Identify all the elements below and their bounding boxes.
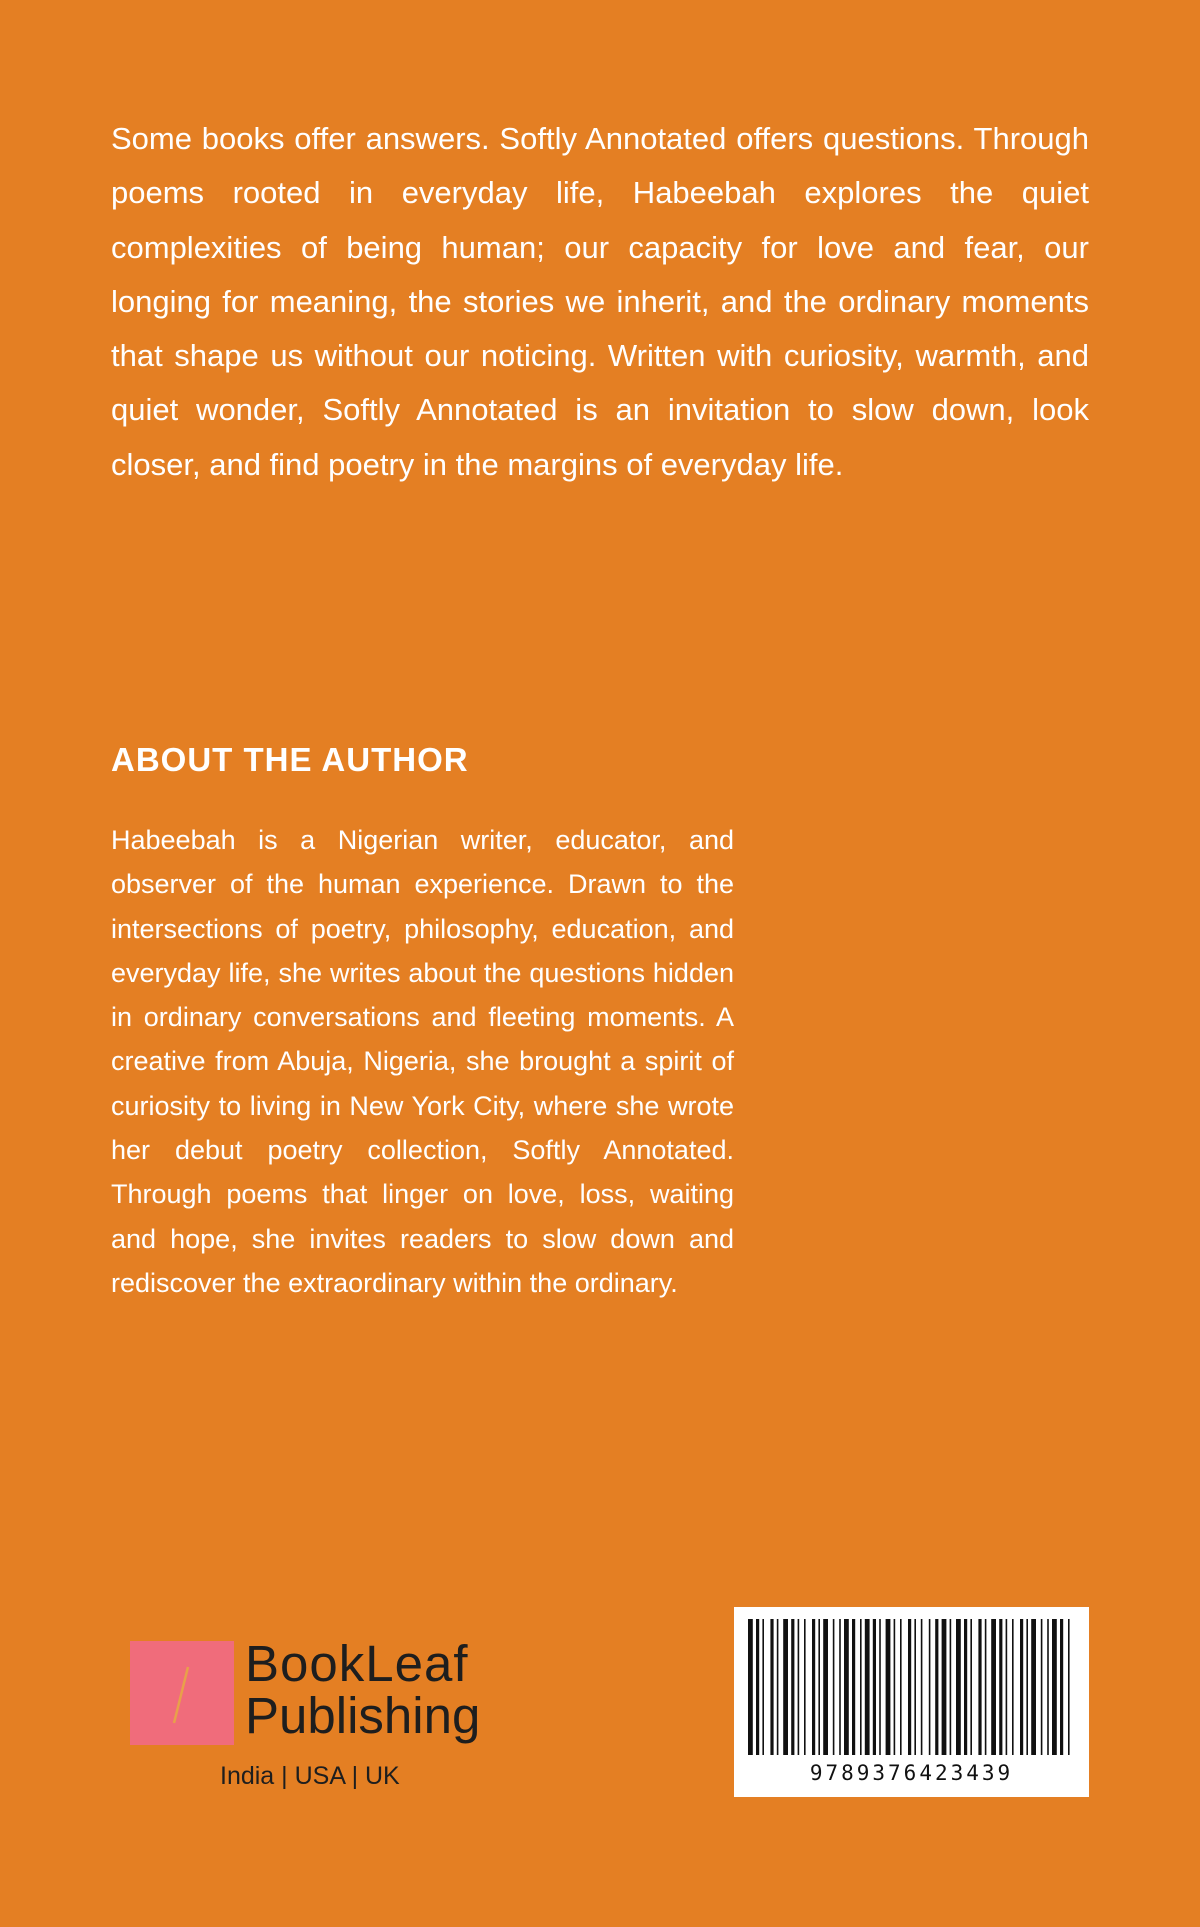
barcode-bar [921,1619,923,1755]
barcode-bar [978,1619,981,1755]
barcode-bar [1068,1619,1070,1755]
barcode-bar [783,1619,788,1755]
barcode-bar [1041,1619,1043,1755]
barcode-bar [770,1619,773,1755]
barcode-bar [929,1619,931,1755]
barcode-bar [777,1619,779,1755]
barcode-bar [1052,1619,1057,1755]
barcode-bar [956,1619,961,1755]
barcode-bar [798,1619,800,1755]
barcode-bar [823,1619,828,1755]
barcode-bar [964,1619,967,1755]
about-author-text: Habeebah is a Nigerian writer, educator, and observer of the human experience. Drawn to the intersections of poetry, philosophy, education, and everyday life, she writes about the questions hidden in ordinary conversations and fleeting moments. A creative from Abuja, Nigeria, she brought a spirit of curiosity to living in New York City, where she wrote her debut poetry collection, Softly Annotated. Through poems that linger on love, loss, waiting and hope, she invites readers to slow down and rediscover the extraordinary within the ordinary. [111,825,734,1298]
barcode-bar [833,1619,835,1755]
barcode-bar [762,1619,764,1755]
barcode-bar [1031,1619,1036,1755]
barcode-bar [818,1619,820,1755]
barcode-bar [985,1619,987,1755]
barcode-bar [894,1619,896,1755]
barcode-bar [879,1619,881,1755]
barcode-bar [999,1619,1002,1755]
barcode-bar [900,1619,902,1755]
about-author-heading: ABOUT THE AUTHOR [111,741,469,778]
barcode-bars [748,1619,1075,1755]
barcode-bar [873,1619,876,1755]
bookleaf-logo-icon [130,1641,234,1745]
barcode-bar [886,1619,891,1755]
barcode-bar [1006,1619,1008,1755]
barcode-bar [1020,1619,1023,1755]
publisher-name-line1: BookLeaf [245,1635,469,1692]
barcode-bar [970,1619,972,1755]
barcode-bar [839,1619,841,1755]
barcode-bar [914,1619,916,1755]
isbn-barcode [734,1607,1089,1797]
publisher-name-line2: Publishing [245,1687,481,1744]
barcode-bar [865,1619,870,1755]
back-cover-blurb: Some books offer answers. Softly Annotated offers questions. Through poems rooted in everyday life, Habeebah explores the quiet complexities of being human; our capacity for love and fear, our longing for meaning, the stories we inherit, and the ordinary moments that shape us without our noticing. Written with curiosity, warmth, and quiet wonder, Softly Annotated is an invitation to slow down, look closer, and find poetry in the margins of everyday life. [111,121,1089,482]
barcode-bar [756,1619,759,1755]
barcode-bar [844,1619,849,1755]
barcode-bar [860,1619,862,1755]
barcode-bar [950,1619,952,1755]
barcode-bar [812,1619,815,1755]
publisher-regions: India | USA | UK [220,1762,400,1790]
publisher-logo [130,1635,510,1790]
barcode-bar [1026,1619,1028,1755]
barcode-bar [791,1619,794,1755]
barcode-bar [935,1619,938,1755]
barcode-bar [1012,1619,1014,1755]
isbn-number: 9789376423439 [809,1761,1014,1785]
barcode-bar [942,1619,947,1755]
barcode-bar [1047,1619,1049,1755]
barcode-bar [991,1619,996,1755]
barcode-bar [852,1619,855,1755]
barcode-bar [804,1619,806,1755]
barcode-bar [908,1619,911,1755]
barcode-bar [1060,1619,1063,1755]
barcode-bar [748,1619,753,1755]
